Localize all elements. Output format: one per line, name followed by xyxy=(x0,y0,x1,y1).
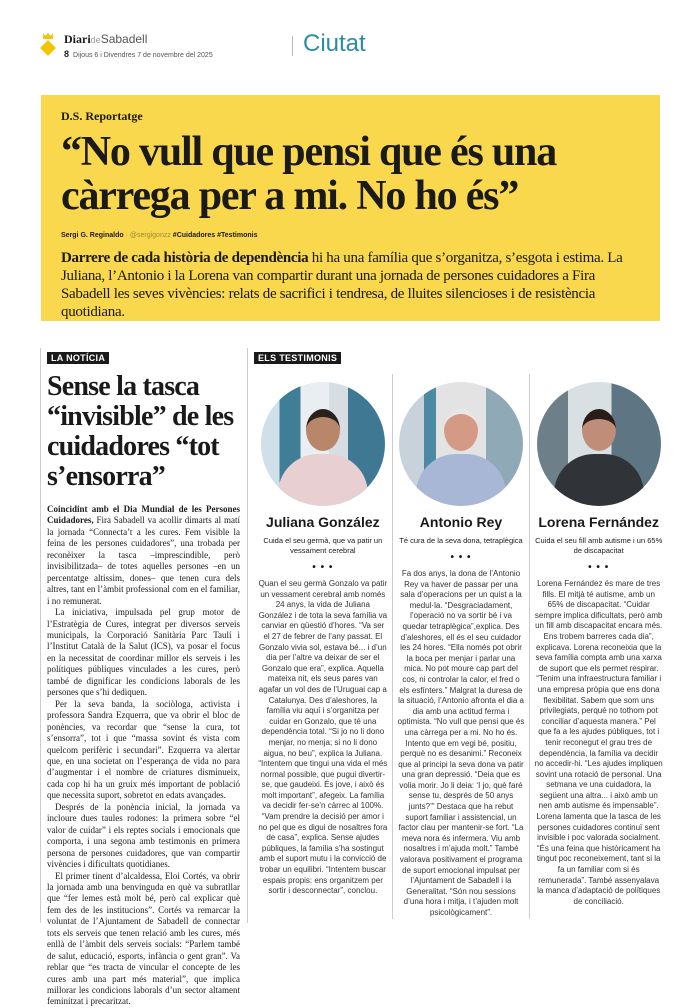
person-name: Antonio Rey xyxy=(419,514,503,530)
paragraph: El primer tinent d’alcaldessa, Eloi Cortés, va obrir la jornada amb una benvinguda en què va subratllar que “fer lemes està molt bé, però cal explicar què fem des de les institucions”. Cortés va remarcar la voluntat de l’Ajuntament de Sabadell de connectar tots els serveis que tenen relació amb les cures, més enllà de l’àmbit dels serveis socials: “Parlem també de salut, educació, esports, infància o gent gran”. Va reblar que “es tracta de vincular el concepte de les cures amb una part més material”, que implica millorar les condicions laborals d’un sector altament feminitzat i precaritzat. xyxy=(47,870,240,1007)
person-name: Juliana González xyxy=(266,514,380,530)
masthead xyxy=(40,33,213,59)
paragraph: Coincidint amb el Dia Mundial de les Persones Cuidadores, Fira Sabadell va acollir dimarts al matí la jornada “Connecta’t a les cures. Fem visible la feina de les persones cuidadores”, una trobada per reconèixer la tasca –imprescindible, però invisibilitzada– de totes aquelles persones –en un percentatge altíssim, dones– que tenen cura dels altres, tant en l’àmbit professional com en el familiar, i no remunerat. xyxy=(47,504,240,606)
person-role: Cuida el seu fill amb autisme i un 65% de discapacitat xyxy=(535,536,663,555)
issue-date: Dijous 6 i Divendres 7 de novembre del 2025 xyxy=(73,52,213,59)
divider xyxy=(292,36,293,56)
news-label: LA NOTÍCIA xyxy=(47,352,109,364)
paragraph: Per la seva banda, la sociòloga, activista i professora Sandra Ezquerra, que va obrir el bloc de ponències, va recordar que “sense la cura, tot s’ensorra”, tot i que “massa sovint és vista com quelcom perifèric i secundari”. Ezquerra va alertar que, en una societat on l’esperança de vida no para d’augmentar i el nombre de criatures disminueix, cada cop hi ha un gruix més important de població que necessita suport, sobretot en edats avançades. xyxy=(47,698,240,801)
testimonial-text: Fa dos anys, la dona de l’Antonio Rey va haver de passar per una sala d’operacions per un quist a la medul·la. “Desgraciadament, l’operació no va sortir bé i va quedar tetraplègica”,explica. Des d’aleshores, ell és el seu cuidador les 24 hores. “Ella només pot obrir la boca per menjar i parlar una mica. No pot moure cap part del cos, ni controlar la calor, el fred o els esfínters.” Malgrat la duresa de la situació, l’Antonio afronta el dia a dia amb una actitud ferma i optimista. “No vull que pensi que és una càrrega per a mi. No ho és. Intento que em vegi bé, positiu, perquè no es desanimi.” Reconeix que al principi la seva dona va patir una gran depressió. “Deia que es volia morir. Jo li deia: ‘I jo, què faré sense tu, després de 50 anys junts?’” Destaca que ha rebut suport familiar i assistencial, un factor clau per mantenir-se fort. “La meva nora és infermera. Viu amb nosaltres i m’ajuda molt.” També valorava positivament el programa de suport emocional impulsat per l’Ajuntament de Sabadell i la Generalitat. “Són nou sessions d’una hora i mitja, i t’ajuden molt psicològicament”. xyxy=(397,569,525,917)
paragraph: La iniciativa, impulsada pel grup motor de l’Estratègia de Cures, integrat per diversos serveis municipals, la Corporació Sanitària Parc Taulí i l’Institut Català de la Salut (ICS), va posar el focus en la necessitat de coordinar millor els serveis i les polítiques públiques vinculades a les cures, però també de dignificar les condicions laborals de les persones que s’hi dediquen. xyxy=(47,607,240,698)
standfirst: Darrere de cada història de dependència hi ha una família que s’organitza, s’esgota i estima. La Juliana, l’Antonio i la Lorena van compartir durant una jornada de persones cuidadores a Fira Sabadell les seves vivències: relats de sacrifici i tendresa, de lluites silencioses i de resistència quotidiana. xyxy=(61,250,623,320)
dots-separator: • • • xyxy=(312,562,334,573)
page-number: 8 xyxy=(64,49,70,59)
person-role: Cuida el seu germà, que va patir un vessament cerebral xyxy=(263,536,383,555)
tags[interactable]: #Cuidadores #Testimonis xyxy=(172,232,258,239)
testimonial-card xyxy=(254,374,392,919)
person-name: Lorena Fernández xyxy=(538,514,659,530)
news-article xyxy=(40,348,240,1007)
logo-shield-icon xyxy=(40,33,56,59)
testimonial-text: Lorena Fernández és mare de tres fills. El mitjà té autisme, amb un 65% de discapacitat. “Cuidar sempre implica dificultats, però amb un fill amb discapacitat encara més. Ens trobem barreres cada dia”, explicava. Lorena reconeixia que la seva família compta amb una xarxa de suport que els permet respirar. “Tenim una infraestructura familiar i una empresa pròpia que ens dona flexibilitat. Sabem que som uns privilegiats, perquè no tothom pot conciliar d’aquesta manera.” Pel que fa a les ajudes públiques, tot i tenir reconegut el grau tres de dependència, la família va decidir no accedir-hi. “Les ajudes impliquen sovint una rotació de personal. Una setmana ve una cuidadora, la següent una altra... i això amb un nen amb autisme és impensable”. Lorena lamenta que la tasca de les persones cuidadores continuï sent invisible i poc valorada socialment. “És una feina que històricament ha tingut poc reconeixement, tant si la fa un familiar com si és remunerada”. També assenyalava la manca d’adaptació de polítiques de conciliació. xyxy=(534,579,663,906)
testimonials-section xyxy=(247,348,667,923)
dots-separator: • • • xyxy=(450,552,472,563)
headline: “No vull que pensi que és una càrrega per a mi. No ho és” xyxy=(61,129,557,219)
dots-separator: • • • xyxy=(588,562,610,573)
testimonials-label: ELS TESTIMONIS xyxy=(254,352,341,364)
portrait-photo xyxy=(399,382,523,506)
portrait-photo xyxy=(261,382,385,506)
section-title: Ciutat xyxy=(303,30,366,57)
testimonial-card xyxy=(392,374,530,919)
author: Sergi G. Reginaldo xyxy=(61,232,124,239)
portrait-photo xyxy=(537,382,661,506)
news-title: Sense la tasca “invisible” de les cuidadores “tot s’ensorra” xyxy=(47,371,234,492)
author-handle[interactable]: @sergigonzz xyxy=(129,232,171,239)
report-header xyxy=(41,95,660,321)
person-role: Té cura de la seva dona, tetraplègica xyxy=(399,536,523,545)
testimonial-text: Quan el seu germà Gonzalo va patir un vessament cerebral amb només 24 anys, la vida de Juliana González i de tota la seva família va canviar en qüestió d’hores. “Va ser el 27 de febrer de l’any passat. El Gonzalo vivia sol, estava bé... i d’un dia per l’altre va deixar de ser el Gonzalo que era”, explica. Aquella mateixa nit, els seus pares van agafar un vol des de l’Uruguai cap a Catalunya. Des d’aleshores, la família viu aquí i s’organitza per cuidar en Gonzalo, que té una dependència total. “Si jo no li dono menjar, no menja; si no li dono aigua, no beu”, explica la Juliana. “Intentem que tingui una vida el més normal possible, que pugui divertir-se, que gaudeixi. És jove, i això és molt important”, afegeix. La família va decidir fer-se’n càrrec al 100%. “Vam prendre la decisió per amor i no pel que es digui de nosaltres fora de casa”, explica. Sense ajudes públiques, la família s’ha sostingut amb el suport mutu i la convicció de trobar un equilibri. “Intentem buscar espais propis: ens organitzem per sortir i desconnectar”, conclou. xyxy=(258,579,388,896)
kicker: D.S. Reportatge xyxy=(61,109,143,123)
byline: Sergi G. Reginaldo · @sergigonzz #Cuidadores #Testimonis xyxy=(61,232,258,239)
dateline xyxy=(64,49,213,59)
brand-name: DiarideSabadell xyxy=(64,32,148,46)
testimonial-card xyxy=(529,374,667,919)
paragraph: Després de la ponència inicial, la jornada va incloure dues taules rodones: la primera sobre “el valor de cuidar” i els reptes socials i emocionals que comporta, i una segona amb testimonis en primera persona de persones cuidadores, que van compartir vivències i dificultats quotidianes. xyxy=(47,801,240,870)
